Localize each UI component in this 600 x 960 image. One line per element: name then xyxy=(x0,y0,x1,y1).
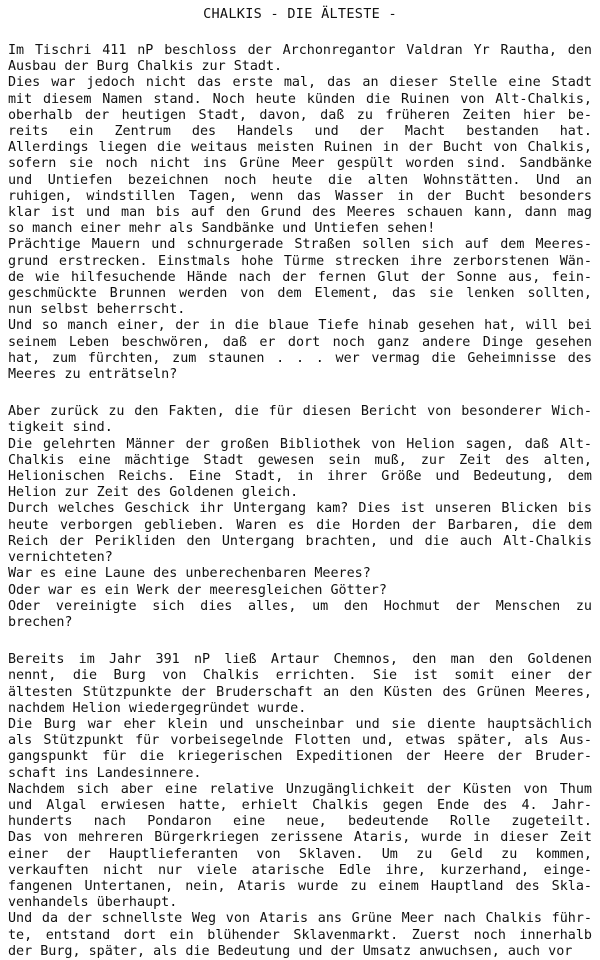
text-line: ruhigen, windstillen Tagen, wenn das Wasser in der Bucht besonders xyxy=(8,188,592,204)
text-line: sofern sie noch nicht ins Grüne Meer gespült worden sind. Sandbänke xyxy=(8,156,592,172)
text-line: Allerdings liegen die weitaus meisten Ruinen in der Bucht von Chalkis, xyxy=(8,140,592,156)
text-line: so manch einer mehr als Sandbänke und Untiefen sehen! xyxy=(8,221,436,237)
text-line: Reich der Perikliden den Untergang brachten, und die auch Alt-Chalkis xyxy=(8,533,592,549)
text-line: Nachdem sich aber eine relative Unzugänglichkeit der Küsten von Thum xyxy=(8,781,592,797)
paragraph xyxy=(8,43,592,383)
text-line: Prächtige Mauern und schnurgerade Straßen sollen sich auf dem Meeres- xyxy=(8,237,592,253)
text-line: und Algal erwiesen hatte, erhielt Chalkis gegen Ende des 4. Jahr- xyxy=(8,797,592,813)
text-line: gangspunkt für die kriegerischen Expeditionen der Heere der Bruder- xyxy=(8,749,592,765)
text-line: tigkeit sind. xyxy=(8,420,113,436)
text-line: schaft ins Landesinnere. xyxy=(8,765,202,781)
text-line: geschmückte Brunnen werden von dem Element, das sie lenken sollten, xyxy=(8,286,592,302)
text-line: einer der Hauptlieferanten von Sklaven. Um zu Geld zu kommen, xyxy=(8,846,592,862)
text-line: ältesten Stützpunkte der Bruderschaft an den Küsten des Grünen Meeres, xyxy=(8,684,592,700)
text-line: klar ist und man bis auf den Grund des Meeres schauen kann, dann mag xyxy=(8,205,592,221)
text-line: Durch welches Geschick ihr Untergang kam? Dies ist unseren Blicken bis xyxy=(8,501,592,517)
text-line: seinem Leben beschwören, daß er dort noch ganz andere Dinge gesehen xyxy=(8,334,592,350)
text-line: Und so manch einer, der in die blaue Tiefe hinab gesehen hat, will bei xyxy=(8,318,592,334)
text-line: Die Burg war eher klein und unscheinbar und sie diente hauptsächlich xyxy=(8,716,592,732)
text-line: War es eine Laune des unberechenbaren Meeres? xyxy=(8,566,371,582)
text-line: te, entstand dort ein blühender Sklavenmarkt. Zuerst noch innerhalb xyxy=(8,927,592,943)
text-line: venhandels überhaupt. xyxy=(8,895,178,911)
document-title: CHALKIS - DIE ÄLTESTE - xyxy=(203,6,397,22)
document-body xyxy=(8,43,592,960)
text-line: mit diesem Namen stand. Noch heute künden die Ruinen von Alt-Chalkis, xyxy=(8,91,592,107)
text-line: Ausbau der Burg Chalkis zur Stadt. xyxy=(8,59,283,75)
text-line: und Untiefen bezeichnen noch heute die alten Wohnstätten. Und an xyxy=(8,172,592,188)
text-line: fangenen Untertanen, nein, Ataris wurde zu einem Hauptland des Skla- xyxy=(8,878,592,894)
paragraph xyxy=(8,404,592,631)
text-line: Helion zur Zeit des Goldenen gleich. xyxy=(8,485,299,501)
text-line: Bereits im Jahr 391 nP ließ Artaur Chemnos, den man den Goldenen xyxy=(8,652,592,668)
text-line: Chalkis eine mächtige Stadt gewesen sein muß, zur Zeit des alten, xyxy=(8,452,592,468)
text-line: Und da der schnellste Weg von Ataris ans Grüne Meer nach Chalkis führ- xyxy=(8,911,592,927)
text-line: Oder vereinigte sich dies alles, um den Hochmut der Menschen zu xyxy=(8,598,592,614)
text-line: der Burg, später, als die Bedeutung und der Umsatz anwuchsen, auch vor xyxy=(8,943,573,959)
text-line: reits ein Zentrum des Handels und der Macht bestanden hat. xyxy=(8,124,592,140)
text-line: oberhalb der heutigen Stadt, davon, daß zu früheren Zeiten hier be- xyxy=(8,107,592,123)
text-line: Die gelehrten Männer der großen Bibliothek von Helion sagen, daß Alt- xyxy=(8,436,592,452)
text-line: verkauften nicht nur viele atarische Edle ihre, kurzerhand, einge- xyxy=(8,862,592,878)
text-line: vernichteten? xyxy=(8,550,113,566)
text-line: grund erstrecken. Einstmals hohe Türme strecken ihre zerborstenen Wän- xyxy=(8,253,592,269)
text-line: de wie hilfesuchende Hände nach der fernen Glut der Sonne aus, fein- xyxy=(8,269,592,285)
text-line: Dies war jedoch nicht das erste mal, das an dieser Stelle eine Stadt xyxy=(8,75,592,91)
text-line: Meeres zu enträtseln? xyxy=(8,367,178,383)
text-line: Oder war es ein Werk der meeresgleichen Götter? xyxy=(8,582,387,598)
text-line: hunderts nach Pondaron eine neue, bedeutende Rolle zugeteilt. xyxy=(8,814,592,830)
text-line: Das von mehreren Bürgerkriegen zerissene Ataris, wurde in dieser Zeit xyxy=(8,830,592,846)
text-line: nennt, die Burg von Chalkis errichten. Sie ist somit einer der xyxy=(8,668,592,684)
text-line: brechen? xyxy=(8,614,73,630)
text-line: Aber zurück zu den Fakten, die für diesen Bericht von besonderer Wich- xyxy=(8,404,592,420)
text-line: als Stützpunkt für vorbeisegelnde Flotten und, etwas später, als Aus- xyxy=(8,733,592,749)
text-line: heute verborgen geblieben. Waren es die Horden der Barbaren, die dem xyxy=(8,517,592,533)
text-line: hat, zum fürchten, zum staunen . . . wer vermag die Geheimnisse des xyxy=(8,350,592,366)
paragraph xyxy=(8,652,592,960)
text-line: nun selbst beherrscht. xyxy=(8,302,186,318)
text-line: Im Tischri 411 nP beschloss der Archonregantor Valdran Yr Rautha, den xyxy=(8,43,592,58)
text-line: nachdem Helion wiedergegründet wurde. xyxy=(8,700,307,716)
text-line: Helionischen Reichs. Eine Stadt, in ihrer Größe und Bedeutung, dem xyxy=(8,469,592,485)
